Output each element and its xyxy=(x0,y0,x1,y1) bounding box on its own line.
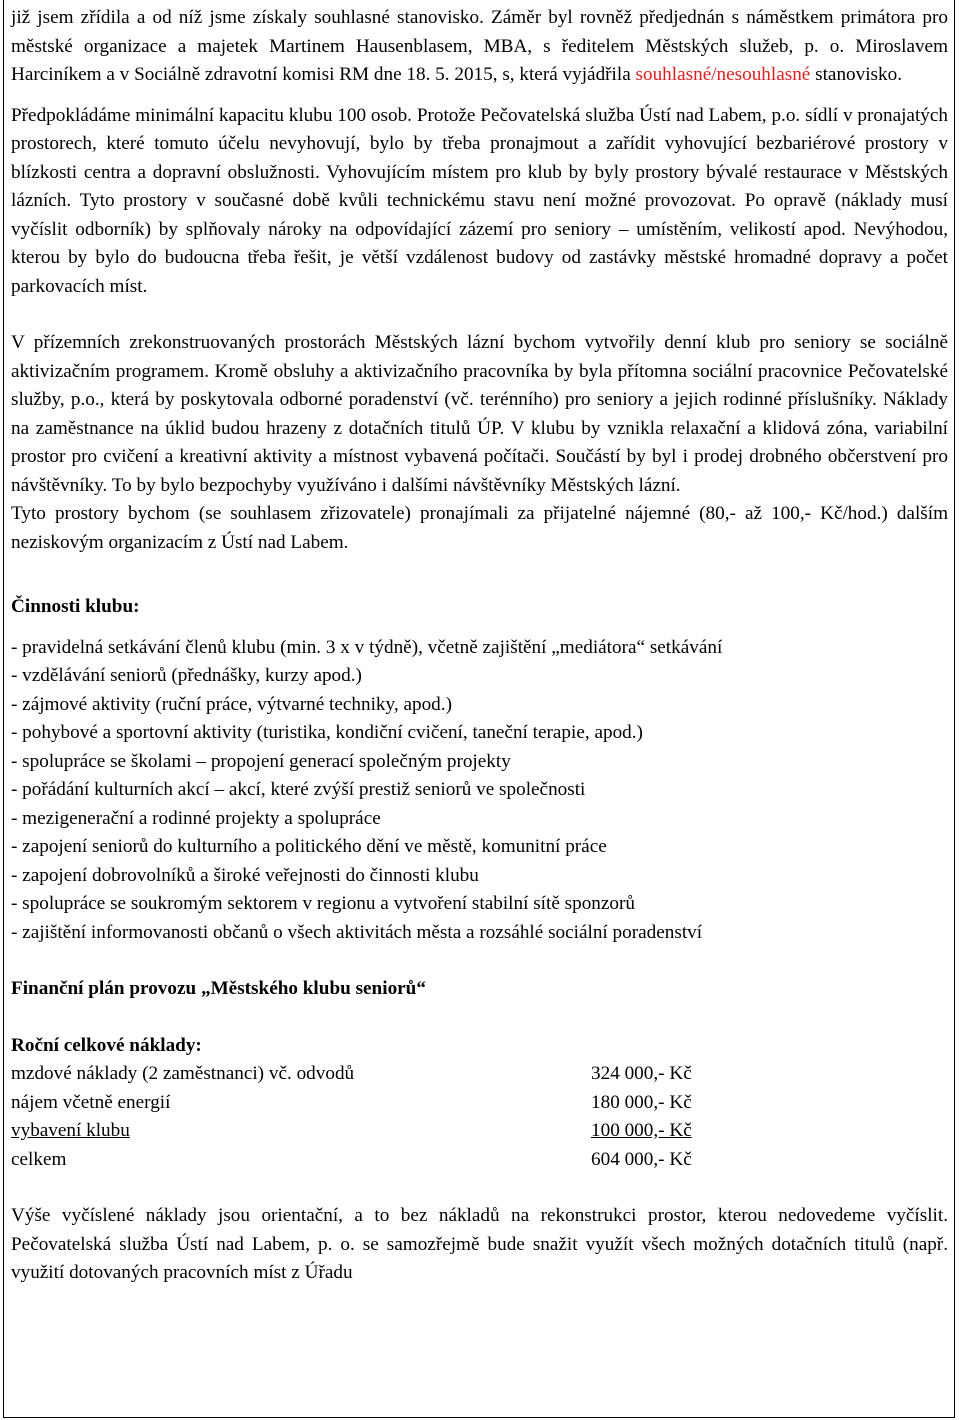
table-row xyxy=(11,1146,692,1175)
cost-amount: 180 000,- Kč xyxy=(591,1091,692,1113)
list-item: - pohybové a sportovní aktivity (turistika, kondiční cvičení, taneční terapie, apod.) xyxy=(11,722,643,743)
cost-label: celkem xyxy=(11,1148,67,1170)
cost-label: vybavení klubu xyxy=(11,1120,130,1141)
list-item: - spolupráce se školami – propojení generací společným projekty xyxy=(11,750,511,772)
list-item: - pravidelná setkávání členů klubu (min. 3 x v týdně), včetně zajištění „mediátora“ setkávání xyxy=(11,636,723,658)
finance-heading: Finanční plán provozu „Městského klubu seniorů“ xyxy=(11,978,426,999)
table-row xyxy=(11,1089,692,1118)
table-row xyxy=(11,1117,692,1146)
cost-amount: 324 000,- Kč xyxy=(591,1063,692,1084)
list-item: - zapojení dobrovolníků a široké veřejnosti do činnosti klubu xyxy=(11,864,479,886)
list-item: - spolupráce se soukromým sektorem v regionu a vytvoření stabilní sítě sponzorů xyxy=(11,893,635,914)
list-item: - vzdělávání seniorů (přednášky, kurzy apod.) xyxy=(11,665,362,686)
finance-note: Výše vyčíslené náklady jsou orientační, a to bez nákladů na rekonstrukci prostor, kterou nedovedeme vyčíslit. Pečovatelská služba Ústí nad Labem, p. o. se samozřejmě bude snažit využít všech možných dotačních titulů (např. využití dotovaných pracovních míst z Úřadu xyxy=(11,1205,948,1283)
activities-list xyxy=(11,634,948,948)
intro-paragraph-3: V přízemních zrekonstruovaných prostorách Městských lázní bychom vytvořily denní klub pro seniory se sociálně aktivizačním programem. Kromě obsluhy a aktivizačního pracovníka by byla přítomna sociální pracovnice Pečovatelské služby, p.o., která by poskytovala odborné poradenství (vč. terénního) pro seniory a jejich rodinné příslušníky. Náklady na zaměstnance na úklid budou hrazeny z dotačních titulů ÚP. V klubu by vznikla relaxační a klidová zóna, variabilní prostor pro cvičení a kreativní aktivity a místnost vybavená počítači. Součástí by byl i prodej drobného občerstvení pro návštěvníky. To by bylo bezpochyby využíváno i dalšími návštěvníky Městských lázní. xyxy=(11,332,948,496)
list-item: - zapojení seniorů do kulturního a politického dění ve městě, komunitní práce xyxy=(11,836,607,857)
activities-heading: Činnosti klubu: xyxy=(11,596,140,617)
intro-p1-text: již jsem zřídila a od níž jsme získaly souhlasné stanovisko. Záměr byl rovněž předjednán s náměstkem primátora pro městské organizace a majetek Martinem Hausenblasem, MBA, s ředitelem Městských služeb, p. o. Miroslavem Harciníkem a v Sociálně zdravotní komisi RM dne 18. 5. 2015, s, která vyjádřila xyxy=(11,7,948,85)
cost-amount: 100 000,- Kč xyxy=(591,1120,692,1141)
annual-costs-heading: Roční celkové náklady: xyxy=(11,1034,202,1056)
list-item: - zajištění informovanosti občanů o všech aktivitách města a rozsáhlé sociální poradenství xyxy=(11,921,703,943)
intro-paragraph-4: Tyto prostory bychom (se souhlasem zřizovatele) pronajímali za přijatelné nájemné (80,- až 100,- Kč/hod.) dalším neziskovým organizacím z Ústí nad Labem. xyxy=(11,503,948,553)
cost-label: nájem včetně energií xyxy=(11,1091,171,1113)
intro-p1-end: stanovisko. xyxy=(815,64,903,85)
cost-label: mzdové náklady (2 zaměstnanci) vč. odvodů xyxy=(11,1063,355,1084)
cost-total-amount: 604 000,- Kč xyxy=(591,1148,692,1170)
intro-paragraph-1 xyxy=(11,4,948,90)
list-item: - zájmové aktivity (ruční práce, výtvarné techniky, apod.) xyxy=(11,693,452,715)
list-item: - mezigenerační a rodinné projekty a spolupráce xyxy=(11,807,381,829)
document-page xyxy=(11,4,948,1288)
table-row xyxy=(11,1060,692,1089)
intro-paragraph-2: Předpokládáme minimální kapacitu klubu 100 osob. Protože Pečovatelská služba Ústí nad Labem, p.o. sídlí v pronajatých prostorech, které tomuto účelu nevyhovují, bylo by třeba pronajmout a zařídit vyhovující bezbariérové prostory v blízkosti centra a dopravní obslužnosti. Vyhovujícím místem pro klub by byly prostory bývalé restaurace v Městských lázních. Tyto prostory v současné době kvůli technickému stavu není možné provozovat. Po opravě (náklady musí vyčíslit odborník) by splňovaly nároky na odpovídající zázemí pro seniory – umístěním, velikostí apod. Nevýhodou, kterou by bylo do budoucna třeba řešit, je větší vzdálenost budovy od zastávky městské hromadné dopravy a počet parkovacích míst. xyxy=(11,104,948,297)
list-item: - pořádání kulturních akcí – akcí, které zvýší prestiž seniorů ve společnosti xyxy=(11,779,586,800)
approval-status-highlight: souhlasné/nesouhlasné xyxy=(635,64,811,85)
costs-table xyxy=(11,1060,692,1174)
